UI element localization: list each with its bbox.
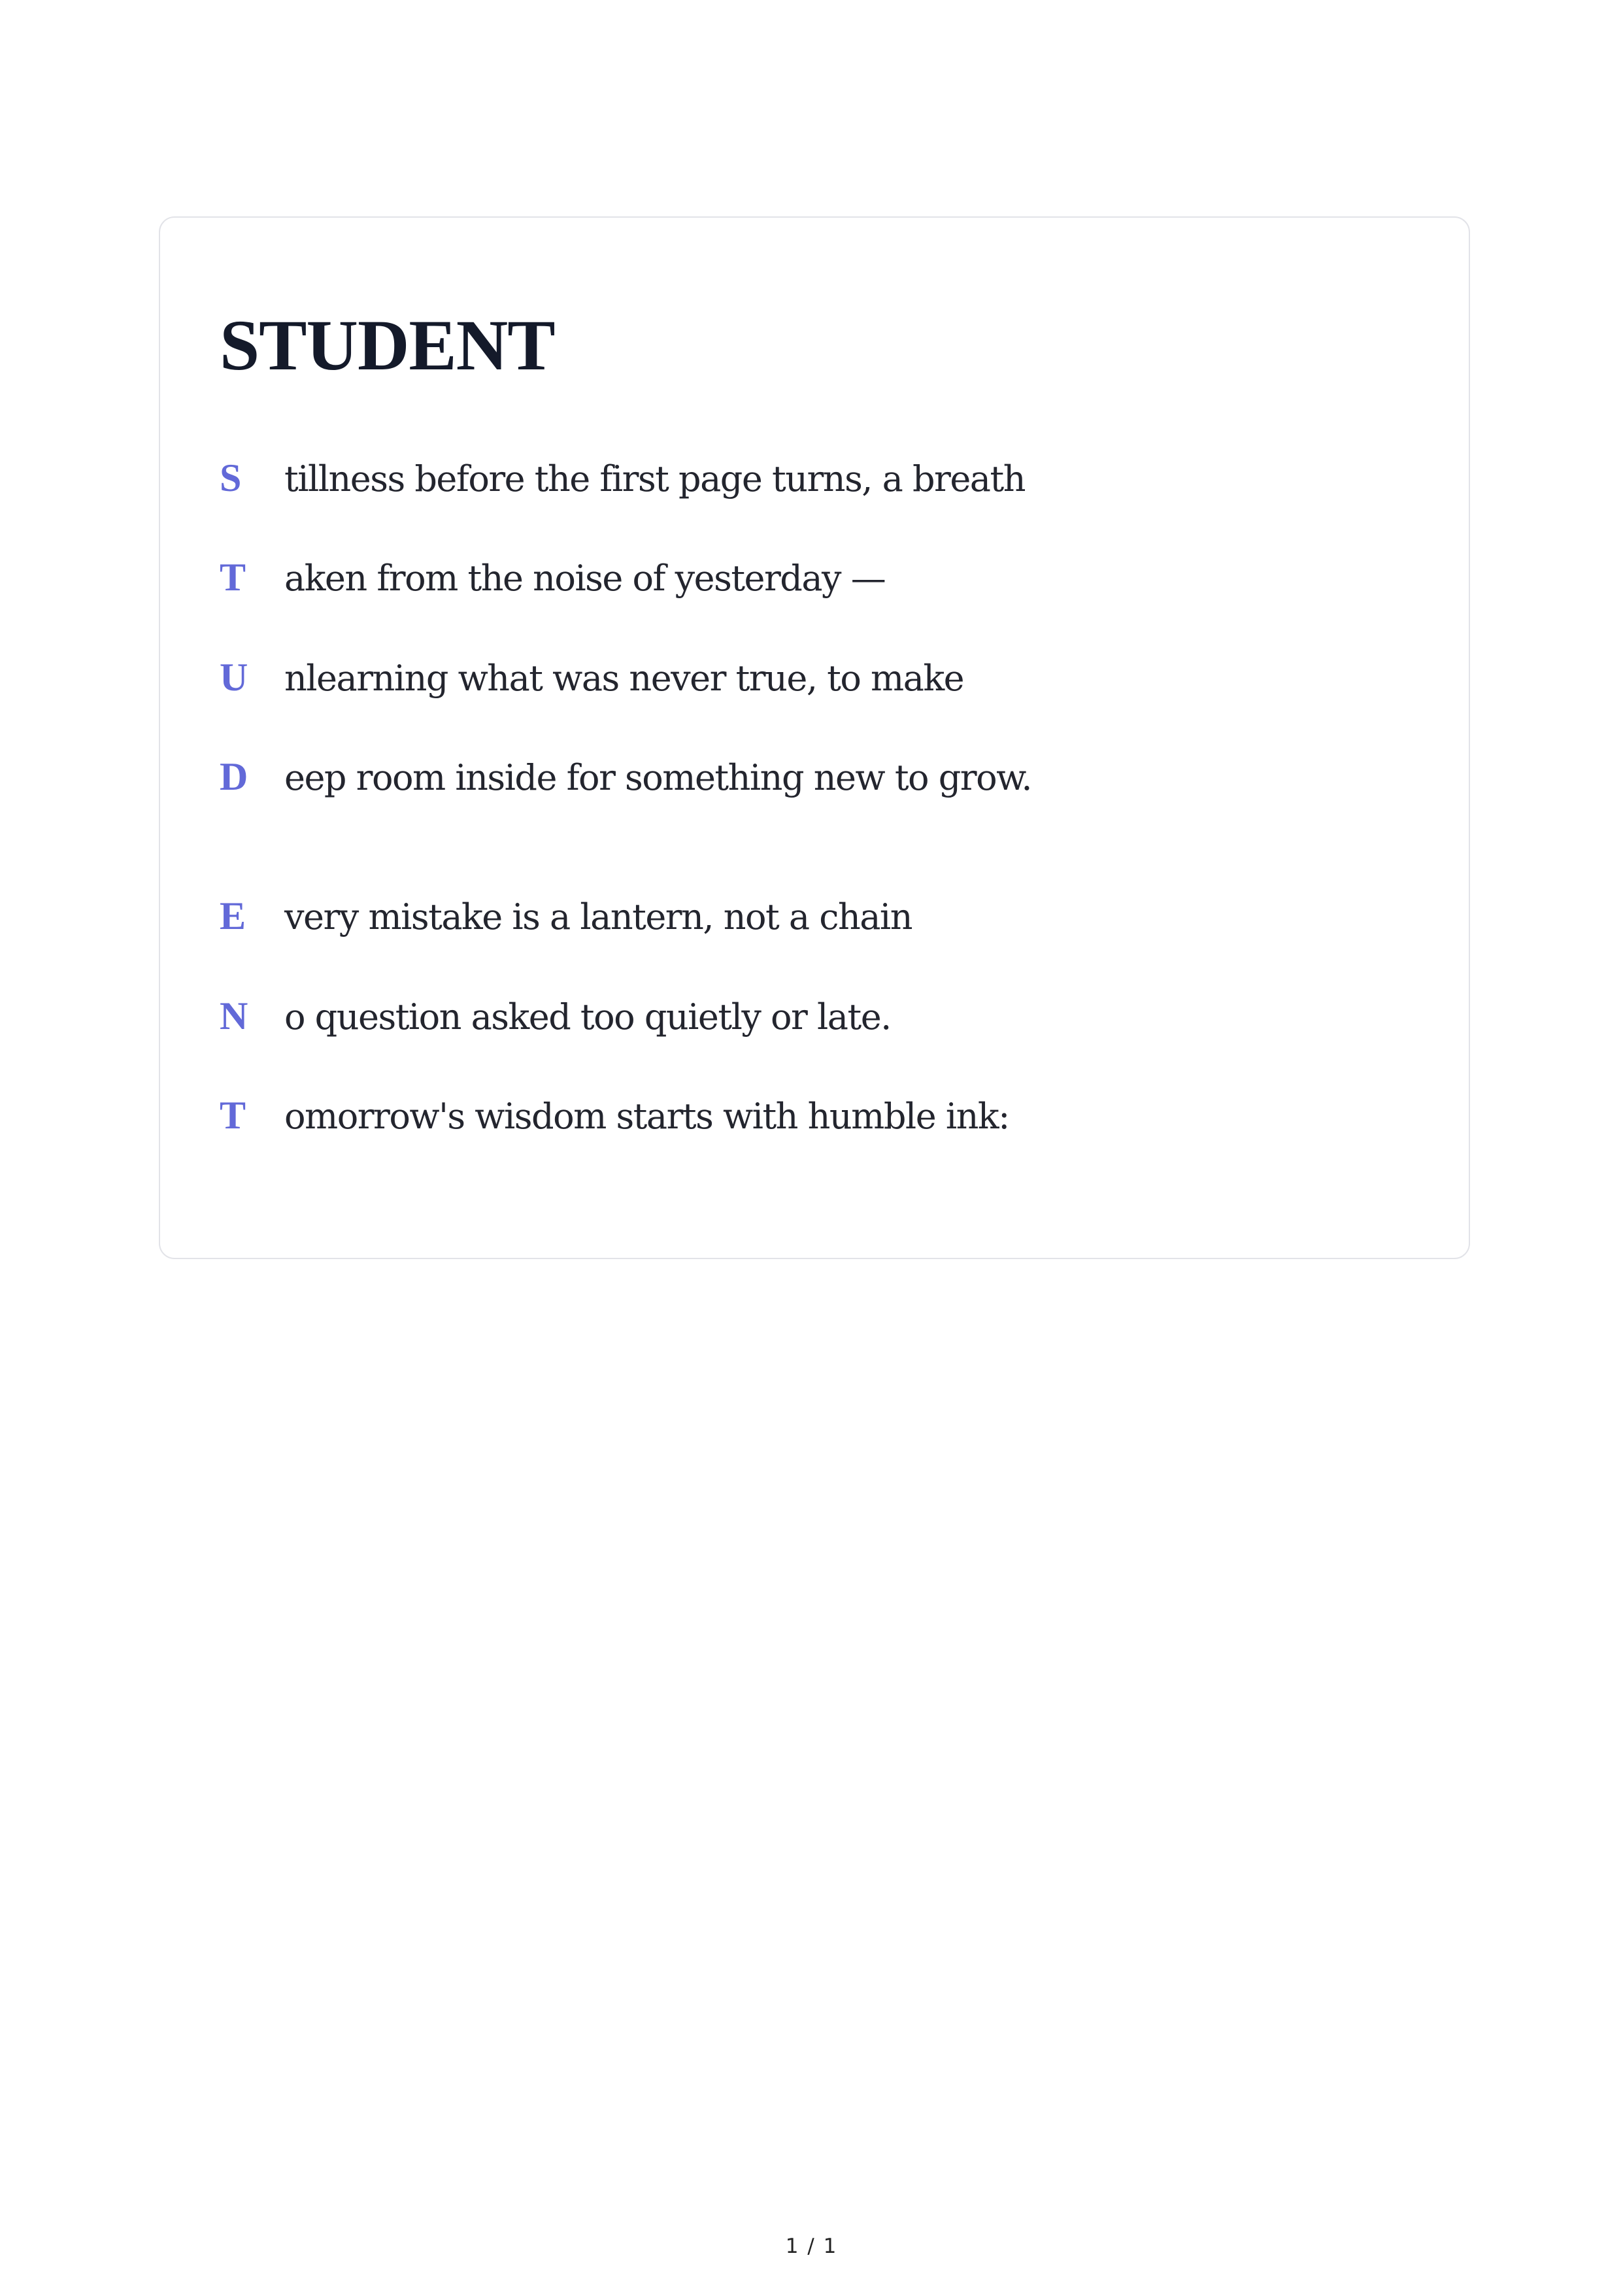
poem-line — [220, 1093, 1009, 1145]
poem-line — [220, 555, 885, 607]
acrostic-initial: D — [220, 755, 248, 798]
acrostic-initial: S — [220, 456, 242, 499]
acrostic-initial: E — [220, 894, 246, 937]
line-text: tillness before the first page turns, a breath — [284, 458, 1025, 499]
poem-line — [220, 894, 912, 946]
poem-card — [159, 216, 1470, 1259]
line-text: eep room inside for something new to grow. — [284, 757, 1032, 798]
page-indicator: 1 / 1 — [785, 2235, 838, 2258]
acrostic-initial: T — [220, 556, 246, 599]
line-text: omorrow's wisdom starts with humble ink: — [284, 1096, 1009, 1137]
acrostic-initial: U — [220, 656, 248, 699]
line-text: nlearning what was never true, to make — [284, 658, 964, 699]
acrostic-initial: N — [220, 994, 248, 1038]
poem-title: STUDENT — [220, 305, 555, 385]
poem-line — [220, 754, 1031, 807]
poem-line — [220, 456, 1025, 508]
poem-line — [220, 994, 891, 1046]
acrostic-initial: T — [220, 1094, 246, 1137]
line-text: o question asked too quietly or late. — [284, 996, 891, 1038]
line-text: aken from the noise of yesterday — — [284, 558, 886, 599]
line-text: very mistake is a lantern, not a chain — [284, 896, 912, 937]
poem-line — [220, 655, 963, 707]
